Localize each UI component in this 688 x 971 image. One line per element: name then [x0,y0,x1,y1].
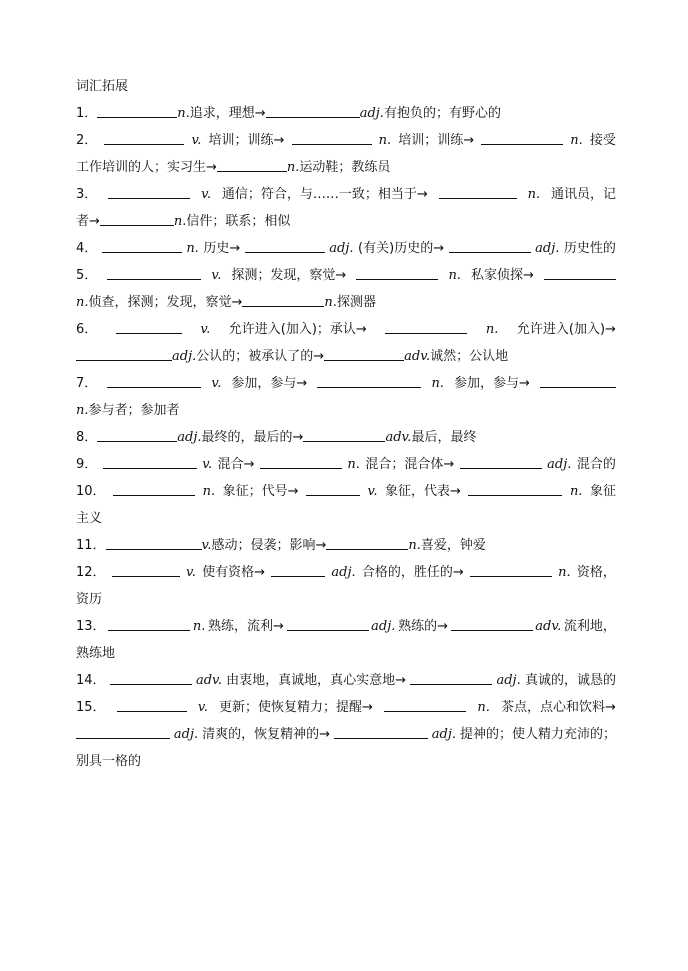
answer-blank[interactable] [106,536,202,550]
answer-blank[interactable] [451,617,533,631]
definition-text: 侦查，探测；发现，察觉→ [88,295,243,310]
part-of-speech: n. [177,106,190,121]
definition-text: 主义 [76,511,103,526]
definition-text: 7． [76,376,98,391]
definition-text: 资格， [576,565,616,580]
definition-text: 探测器 [336,295,376,310]
vocab-line [76,347,616,367]
vocab-line [76,374,616,394]
definition-text: 最终的，最后的→ [201,430,304,445]
answer-blank[interactable] [117,698,187,712]
definition-text: 允许进入(加入)→ [516,322,616,337]
answer-blank[interactable] [104,131,184,145]
answer-blank[interactable] [108,617,190,631]
definition-text: 11． [76,538,106,553]
part-of-speech: n. [347,457,360,472]
definition-text: 使有资格→ [202,565,265,580]
part-of-speech: v. [185,565,196,580]
vocab-line [76,131,616,151]
part-of-speech: n. [186,241,199,256]
answer-blank[interactable] [468,482,562,496]
vocab-line [76,158,616,178]
definition-text: 感动；侵袭；影响→ [211,538,327,553]
answer-blank[interactable] [245,239,325,253]
answer-blank[interactable] [113,482,195,496]
part-of-speech: adj. [173,727,199,742]
vocab-line [76,644,616,664]
definition-text: 混合；混合体→ [365,457,455,472]
definition-text: 由衷地，真诚地，真心实意地→ [226,673,407,688]
answer-blank[interactable] [242,293,324,307]
definition-text: 混合→ [217,457,255,472]
definition-text: 象征；代号→ [222,484,299,499]
vocab-line [76,104,616,124]
definition-text: 参加，参与→ [454,376,530,391]
definition-text: 别具一格的 [76,754,142,769]
definition-text: 通讯员，记 [550,187,616,202]
vocab-line [76,698,616,718]
answer-blank[interactable] [324,347,404,361]
definition-text: 象征 [589,484,616,499]
definition-text: 9． [76,457,98,472]
vocab-line [76,671,616,691]
answer-blank[interactable] [540,374,616,388]
definition-text: 茶点，点心和饮料→ [501,700,616,715]
part-of-speech: n. [431,376,444,391]
vocab-line [76,401,616,421]
part-of-speech: adj. [431,727,457,742]
definition-text: 资历 [76,592,103,607]
definition-text: 参加，参与→ [231,376,308,391]
part-of-speech: v. [201,187,211,202]
answer-blank[interactable] [76,725,170,739]
part-of-speech: adj. [172,349,197,364]
answer-blank[interactable] [481,131,563,145]
part-of-speech: n. [448,268,461,283]
vocab-line [76,455,616,475]
part-of-speech: adj. [371,619,396,634]
definition-text: 15． [76,700,106,715]
definition-text: 培训；训练→ [208,133,285,148]
part-of-speech: adv. [404,349,431,364]
answer-blank[interactable] [470,563,552,577]
part-of-speech: adj. [331,565,356,580]
answer-blank[interactable] [260,455,342,469]
part-of-speech: n. [527,187,541,202]
definition-text: 参与者；参加者 [88,403,180,418]
definition-text: 混合的 [576,457,616,472]
definition-text: 培训；训练→ [398,133,475,148]
part-of-speech: adj. [177,430,202,445]
vocab-line [76,266,616,286]
definition-text: 允许进入(加入)；承认→ [228,322,367,337]
part-of-speech: v. [367,484,378,499]
definition-text: 3． [76,187,98,202]
part-of-speech: n. [173,214,187,229]
answer-blank[interactable] [544,266,616,280]
part-of-speech: n. [76,403,89,418]
definition-text: 探测；发现，察觉→ [231,268,347,283]
vocab-line [76,725,616,745]
definition-text: 诚然；公认地 [430,349,509,364]
definition-text: 熟练的→ [398,619,448,634]
part-of-speech: n. [569,484,583,499]
vocab-line [76,590,616,610]
definition-text: 14． [76,673,106,688]
part-of-speech: adv. [385,430,412,445]
part-of-speech: v. [202,457,213,472]
answer-blank[interactable] [385,320,467,334]
definition-text: 历史→ [203,241,241,256]
definition-text: 清爽的，恢复精神的→ [202,727,330,742]
answer-blank[interactable] [326,536,408,550]
answer-blank[interactable] [107,266,201,280]
part-of-speech: v. [191,133,202,148]
vocab-line [76,563,616,583]
definition-text: 公认的；被承认了的→ [196,349,325,364]
definition-text: 12． [76,565,106,580]
definition-text: 更新；使恢复精力；提醒→ [219,700,373,715]
part-of-speech: adv. [535,619,562,634]
definition-text: 10． [76,484,106,499]
answer-blank[interactable] [306,482,360,496]
answer-blank[interactable] [103,455,197,469]
part-of-speech: v. [197,700,208,715]
answer-blank[interactable] [317,374,421,388]
definition-text: 私家侦探→ [471,268,534,283]
answer-blank[interactable] [107,374,201,388]
part-of-speech: adj. [359,106,384,121]
part-of-speech: adj. [329,241,354,256]
definition-text: 者→ [76,214,100,229]
part-of-speech: n. [324,295,337,310]
definition-text: (有关)历史的→ [358,241,445,256]
definition-text: 有抱负的；有野心的 [383,106,501,121]
vocab-line [76,536,616,556]
answer-blank[interactable] [266,104,360,118]
part-of-speech: n. [286,160,300,175]
definition-text: 信件；联系；相似 [186,214,291,229]
answer-blank[interactable] [110,671,192,685]
answer-blank[interactable] [76,347,172,361]
answer-blank[interactable] [460,455,542,469]
answer-blank[interactable] [356,266,438,280]
vocab-line [76,185,616,205]
part-of-speech: v. [200,322,211,337]
definition-text: 通信；符合，与……一致；相当于→ [221,187,428,202]
vocab-line [76,320,616,340]
answer-blank[interactable] [287,617,369,631]
vocab-line [76,293,616,313]
answer-blank[interactable] [410,671,492,685]
answer-blank[interactable] [108,185,190,199]
vocab-line [76,428,616,448]
answer-blank[interactable] [271,563,325,577]
part-of-speech: n. [202,484,216,499]
definition-text: 历史性的 [563,241,616,256]
definition-text: 流利地， [563,619,616,634]
definition-text: 真诚的，诚恳的 [524,673,616,688]
section-heading: 词汇拓展 [76,79,129,94]
part-of-speech: n. [408,538,421,553]
answer-blank[interactable] [334,725,428,739]
definition-text: 熟练地 [76,646,116,661]
part-of-speech: v. [201,538,212,553]
part-of-speech: n. [558,565,571,580]
answer-blank[interactable] [116,320,182,334]
definition-text: 提神的；使人精力充沛的； [459,727,616,742]
vocab-line [76,482,616,502]
part-of-speech: adj. [496,673,521,688]
part-of-speech: n. [378,133,392,148]
part-of-speech: adj. [535,241,560,256]
definition-text: 合格的，胜任的→ [361,565,464,580]
definition-text: 13． [76,619,106,634]
part-of-speech: n. [477,700,490,715]
definition-text: 熟练，流利→ [207,619,284,634]
part-of-speech: v. [211,268,222,283]
definition-text: 运动鞋；教练员 [299,160,391,175]
definition-text: 8． [76,430,98,445]
answer-blank[interactable] [97,104,177,118]
answer-blank[interactable] [112,563,180,577]
vocab-line [76,752,616,772]
definition-text: 2． [76,133,98,148]
definition-text: 5． [76,268,98,283]
definition-text: 6． [76,322,98,337]
definition-text: 4． [76,241,98,256]
vocab-line [76,239,616,259]
vocab-line [76,509,616,529]
part-of-speech: v. [211,376,222,391]
part-of-speech: n. [192,619,206,634]
answer-blank[interactable] [97,428,177,442]
part-of-speech: adv. [195,673,222,688]
answer-blank[interactable] [303,428,385,442]
answer-blank[interactable] [100,212,174,226]
part-of-speech: n. [76,295,89,310]
definition-text: 象征，代表→ [385,484,461,499]
answer-blank[interactable] [102,239,182,253]
part-of-speech: n. [570,133,583,148]
vocab-line [76,617,616,637]
definition-text: 工作培训的人；实习生→ [76,160,217,175]
definition-text: 1． [76,106,98,121]
definition-text: 追求，理想→ [189,106,266,121]
part-of-speech: adj. [547,457,572,472]
answer-blank[interactable] [439,185,517,199]
answer-blank[interactable] [292,131,372,145]
definition-text: 喜爱，钟爱 [420,538,486,553]
answer-blank[interactable] [217,158,287,172]
vocab-line [76,212,616,232]
definition-text: 接受 [589,133,616,148]
part-of-speech: n. [485,322,499,337]
answer-blank[interactable] [449,239,531,253]
definition-text: 最后，最终 [411,430,477,445]
answer-blank[interactable] [384,698,466,712]
